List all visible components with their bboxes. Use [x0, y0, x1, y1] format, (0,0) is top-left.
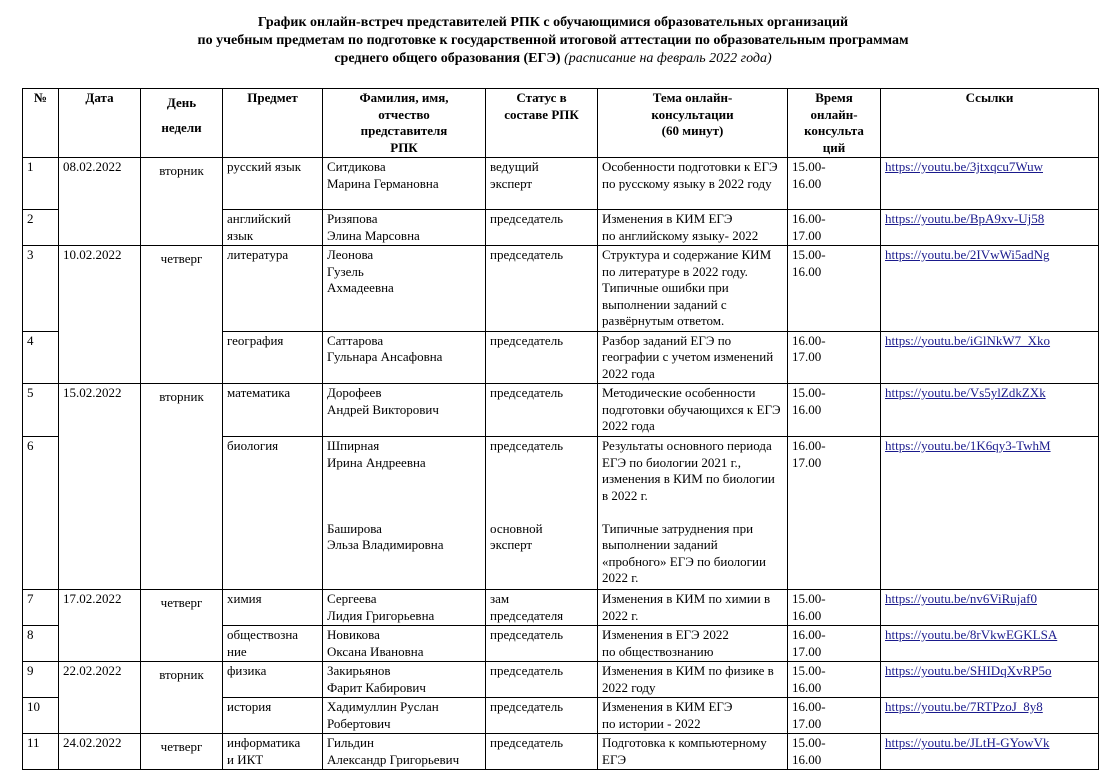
time-cell: 16.00- 17.00	[788, 698, 881, 734]
link-cell	[881, 698, 1099, 734]
time-cell: 15.00- 16.00	[788, 246, 881, 332]
header-status: Статус в составе РПК	[486, 89, 598, 158]
time-cell: 15.00- 16.00	[788, 158, 881, 210]
date-cell: 24.02.2022	[59, 734, 141, 770]
topic-cell: Изменения в КИМ по физике в 2022 году	[598, 662, 788, 698]
topic-cell: Изменения в КИМ ЕГЭ по истории - 2022	[598, 698, 788, 734]
video-link[interactable]: https://youtu.be/BpA9xv-Uj58	[885, 211, 1045, 226]
date-cell: 08.02.2022	[59, 158, 141, 246]
weekday-cell: четверг	[141, 246, 223, 384]
header-representative: Фамилия, имя, отчество представителя РПК	[323, 89, 486, 158]
representative-cell: Гильдин Александр Григорьевич	[323, 734, 486, 770]
subject-cell: математика	[223, 384, 323, 437]
topic-cell: Методические особенности подготовки обучающихся к ЕГЭ 2022 года	[598, 384, 788, 437]
topic-cell: Особенности подготовки к ЕГЭ по русскому языку в 2022 году	[598, 158, 788, 210]
topic-cell: Изменения в ЕГЭ 2022 по обществознанию	[598, 626, 788, 662]
subject-cell: обществозна ние	[223, 626, 323, 662]
table-row	[23, 662, 1099, 698]
time-cell: 15.00- 16.00	[788, 384, 881, 437]
subject-cell: русский язык	[223, 158, 323, 210]
weekday-cell: вторник	[141, 662, 223, 734]
row-number: 3	[23, 246, 59, 332]
table-row	[23, 384, 1099, 437]
subject-cell: физика	[223, 662, 323, 698]
title-line-1: График онлайн-встреч представителей РПК с обучающимися образовательных организаций	[257, 15, 849, 30]
row-number: 5	[23, 384, 59, 437]
link-cell	[881, 626, 1099, 662]
topic-cell: Структура и содержание КИМ по литературе в 2022 году. Типичные ошибки при выполнении заданий с развёрнутым ответом.	[598, 246, 788, 332]
video-link[interactable]: https://youtu.be/nv6ViRujaf0	[885, 591, 1037, 606]
status-cell: председатель основной эксперт	[486, 437, 598, 590]
representative-cell: Дорофеев Андрей Викторович	[323, 384, 486, 437]
subject-cell: английский язык	[223, 210, 323, 246]
time-cell: 15.00- 16.00	[788, 590, 881, 626]
header-topic: Тема онлайн- консультации (60 минут)	[598, 89, 788, 158]
row-number: 1	[23, 158, 59, 210]
topic-cell: Изменения в КИМ по химии в 2022 г.	[598, 590, 788, 626]
subject-cell: химия	[223, 590, 323, 626]
time-cell: 16.00- 17.00	[788, 437, 881, 590]
subject-cell: литература	[223, 246, 323, 332]
table-row	[23, 590, 1099, 626]
row-number: 11	[23, 734, 59, 770]
video-link[interactable]: https://youtu.be/iGlNkW7_Xko	[885, 332, 1051, 348]
status-cell: председатель	[486, 698, 598, 734]
title-period: (расписание на февраль 2022 года)	[564, 51, 772, 66]
time-cell: 16.00- 17.00	[788, 626, 881, 662]
subject-cell: биология	[223, 437, 323, 590]
row-number: 7	[23, 590, 59, 626]
status-cell: зам председателя	[486, 590, 598, 626]
table-row	[23, 246, 1099, 332]
date-cell: 15.02.2022	[59, 384, 141, 590]
link-cell	[881, 590, 1099, 626]
video-link[interactable]: https://youtu.be/Vs5ylZdkZXk	[885, 385, 1046, 400]
status-cell: председатель	[486, 662, 598, 698]
link-cell	[881, 331, 1099, 384]
link-cell	[881, 384, 1099, 437]
representative-cell: Леонова Гузель Ахмадеевна	[323, 246, 486, 332]
link-cell	[881, 662, 1099, 698]
date-cell: 10.02.2022	[59, 246, 141, 384]
topic-cell: Изменения в КИМ ЕГЭ по английскому языку- 2022	[598, 210, 788, 246]
topic-cell: Подготовка к компьютерному ЕГЭ	[598, 734, 788, 770]
video-link[interactable]: https://youtu.be/JLtH-GYowVk	[885, 735, 1050, 750]
time-cell: 15.00- 16.00	[788, 734, 881, 770]
status-cell: председатель	[486, 331, 598, 384]
representative-cell: Шпирная Ирина Андреевна Баширова Эльза Владимировна	[323, 437, 486, 590]
representative-cell: Саттарова Гульнара Ансафовна	[323, 331, 486, 384]
row-number: 9	[23, 662, 59, 698]
topic-cell: Разбор заданий ЕГЭ по географии с учетом изменений 2022 года	[598, 331, 788, 384]
table-row	[23, 158, 1099, 210]
header-weekday: День недели	[141, 89, 223, 158]
header-number: №	[23, 89, 59, 158]
status-cell: председатель	[486, 210, 598, 246]
status-cell: председатель	[486, 626, 598, 662]
title-line-3: среднего общего образования (ЕГЭ) (расписание на февраль 2022 года)	[334, 51, 772, 66]
weekday-cell: вторник	[141, 158, 223, 246]
header-links: Ссылки	[881, 89, 1099, 158]
representative-cell: Ризяпова Элина Марсовна	[323, 210, 486, 246]
status-cell: председатель	[486, 734, 598, 770]
video-link[interactable]: https://youtu.be/1K6qy3-TwhM	[885, 438, 1051, 453]
link-cell	[881, 246, 1099, 332]
row-number: 4	[23, 331, 59, 384]
weekday-cell: четверг	[141, 734, 223, 770]
status-cell: председатель	[486, 246, 598, 332]
video-link[interactable]: https://youtu.be/7RTPzoJ_8y8	[885, 699, 1043, 714]
title-line-2: по учебным предметам по подготовке к государственной итоговой аттестации по образовательным программам	[197, 33, 909, 48]
subject-cell: география	[223, 331, 323, 384]
weekday-cell: четверг	[141, 590, 223, 662]
header-subject: Предмет	[223, 89, 323, 158]
link-cell	[881, 437, 1099, 590]
date-cell: 22.02.2022	[59, 662, 141, 734]
representative-cell: Новикова Оксана Ивановна	[323, 626, 486, 662]
row-number: 8	[23, 626, 59, 662]
date-cell: 17.02.2022	[59, 590, 141, 662]
time-cell: 16.00- 17.00	[788, 210, 881, 246]
subject-cell: история	[223, 698, 323, 734]
topic-cell: Результаты основного периода ЕГЭ по биологии 2021 г., изменения в КИМ по биологии в 2022 г. Типичные затруднения при выполнении заданий «пробного» ЕГЭ по биологии 2022 г.	[598, 437, 788, 590]
table-row	[23, 734, 1099, 770]
representative-cell: Ситдикова Марина Германовна	[323, 158, 486, 210]
status-cell: председатель	[486, 384, 598, 437]
representative-cell: Закирьянов Фарит Кабирович	[323, 662, 486, 698]
link-cell	[881, 734, 1099, 770]
representative-cell: Сергеева Лидия Григорьевна	[323, 590, 486, 626]
row-number: 10	[23, 698, 59, 734]
weekday-cell: вторник	[141, 384, 223, 590]
header-date: Дата	[59, 89, 141, 158]
status-cell: ведущий эксперт	[486, 158, 598, 210]
link-cell	[881, 210, 1099, 246]
video-link[interactable]: https://youtu.be/SHIDqXvRP5o	[885, 663, 1052, 678]
table-header-row	[23, 89, 1099, 158]
header-time: Время онлайн- консульта ций	[788, 89, 881, 158]
subject-cell: информатика и ИКТ	[223, 734, 323, 770]
video-link[interactable]: https://youtu.be/3jtxqcu7Wuw	[885, 159, 1043, 174]
row-number: 2	[23, 210, 59, 246]
row-number: 6	[23, 437, 59, 590]
document-title	[0, 14, 1106, 68]
schedule-table	[22, 88, 1099, 770]
video-link[interactable]: https://youtu.be/2IVwWi5adNg	[885, 247, 1050, 262]
time-cell: 15.00- 16.00	[788, 662, 881, 698]
representative-cell: Хадимуллин Руслан Робертович	[323, 698, 486, 734]
time-cell: 16.00- 17.00	[788, 331, 881, 384]
link-cell	[881, 158, 1099, 210]
video-link[interactable]: https://youtu.be/8rVkwEGKLSA	[885, 627, 1058, 642]
